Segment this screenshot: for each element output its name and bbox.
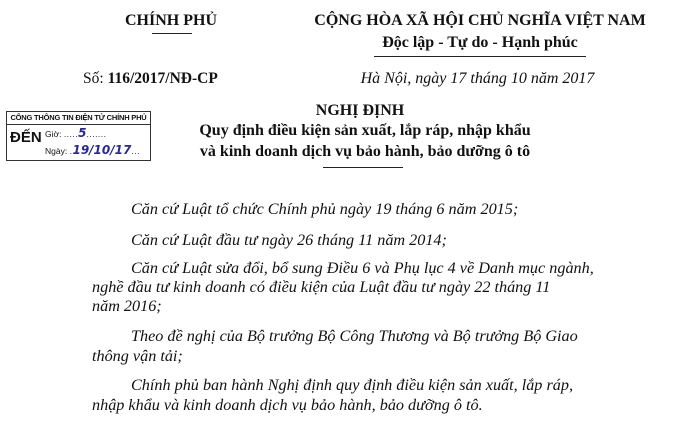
stamp-date-value: 19/10/17 — [72, 143, 132, 157]
preamble-paragraph-3-line-3: năm 2016; — [92, 297, 162, 315]
stamp-dots: ....... — [86, 129, 107, 139]
document-number-prefix: Số: — [83, 70, 108, 87]
stamp-time-label: Giờ: — [45, 129, 62, 139]
preamble-paragraph-4-line-1: Theo đề nghị của Bộ trưởng Bộ Công Thương và Bộ trưởng Bộ Giao — [131, 327, 578, 345]
document-type: NGHỊ ĐỊNH — [315, 102, 405, 119]
issuer-underline — [152, 33, 192, 34]
received-stamp — [6, 111, 151, 161]
motto-underline — [374, 56, 586, 57]
preamble-paragraph-3-line-2: nghề đầu tư kinh doanh có điều kiện của Luật đầu tư ngày 22 tháng 11 — [92, 278, 551, 296]
stamp-title: CỔNG THÔNG TIN ĐIỆN TỬ CHÍNH PHỦ — [7, 112, 150, 125]
stamp-time-row — [45, 126, 107, 140]
national-motto: Độc lập - Tự do - Hạnh phúc — [382, 34, 578, 51]
preamble-paragraph-4-line-2: thông vận tải; — [92, 347, 183, 365]
document-subject-line-2: và kinh doanh dịch vụ bảo hành, bảo dưỡng ô tô — [199, 143, 531, 160]
preamble-paragraph-5-line-1: Chính phủ ban hành Nghị định quy định điều kiện sản xuất, lắp ráp, — [131, 376, 573, 394]
stamp-time-value: 5 — [78, 126, 87, 140]
national-title: CỘNG HÒA XÃ HỘI CHỦ NGHĨA VIỆT NAM — [314, 12, 646, 29]
preamble-paragraph-2: Căn cứ Luật đầu tư ngày 26 tháng 11 năm 2014; — [131, 231, 447, 249]
subject-underline — [323, 167, 403, 168]
stamp-date-label: Ngày: — [45, 146, 68, 156]
stamp-dots: ..... — [63, 129, 79, 139]
stamp-label: ĐẾN — [10, 129, 42, 146]
preamble-paragraph-1: Căn cứ Luật tổ chức Chính phủ ngày 19 tháng 6 năm 2015; — [131, 200, 519, 218]
document-subject-line-1: Quy định điều kiện sản xuất, lắp ráp, nhập khẩu — [199, 122, 531, 139]
issuer-name: CHÍNH PHỦ — [125, 12, 217, 29]
stamp-dots: . — [69, 146, 73, 156]
document-number — [83, 70, 218, 88]
stamp-dots: ... — [131, 146, 140, 156]
document-number-value: 116/2017/NĐ-CP — [107, 70, 218, 87]
stamp-date-row — [45, 143, 140, 157]
preamble-paragraph-3-line-1: Căn cứ Luật sửa đổi, bổ sung Điều 6 và Phụ lục 4 về Danh mục ngành, — [131, 259, 594, 277]
place-and-date: Hà Nội, ngày 17 tháng 10 năm 2017 — [360, 70, 595, 87]
preamble-paragraph-5-line-2: nhập khẩu và kinh doanh dịch vụ bảo hành, bảo dưỡng ô tô. — [92, 396, 483, 414]
